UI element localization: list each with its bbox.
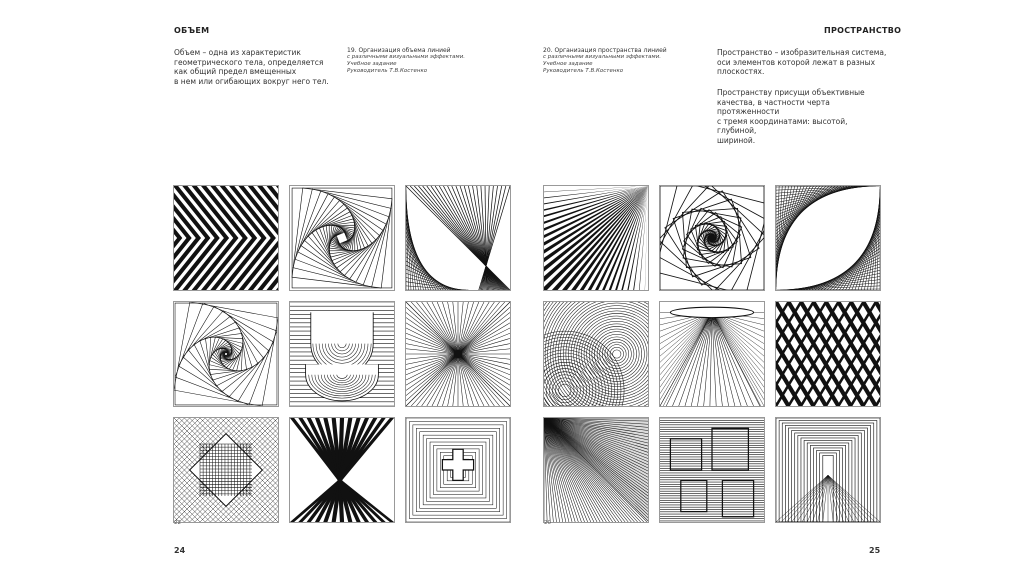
caption-line: с различными визуальными эффектами.	[347, 54, 466, 60]
left-illustration-grid	[173, 185, 511, 523]
woven-beams-illustration	[775, 301, 881, 407]
right-page-number: 25	[869, 546, 881, 555]
caption-line: Учебное задание	[543, 61, 593, 67]
circular-arc-tunnel-illustration	[543, 301, 649, 407]
paragraph-line: Пространство – изобразительная система,	[717, 48, 887, 57]
twisted-square-spiral-illustration	[289, 185, 395, 291]
caption-line: Руководитель Т.В.Костенко	[347, 68, 428, 74]
radial-starburst-illustration	[405, 301, 511, 407]
right-caption	[543, 47, 693, 75]
zigzag-stripes-illustration	[173, 185, 279, 291]
intro-line: как общий предел вмещенных	[174, 67, 297, 76]
caption-line: с различными визуальными эффектами.	[543, 54, 662, 60]
paragraph-line: оси элементов которой лежат в разных	[717, 57, 876, 67]
right-paragraph-2	[717, 88, 887, 145]
intro-line: геометрического тела, определяется	[174, 57, 324, 67]
intro-line: в нем или огибающих вокруг него тел.	[174, 76, 329, 86]
paragraph-line: шириной.	[717, 135, 756, 145]
folded-diagonal-lines-illustration	[405, 185, 511, 291]
left-page-title: ОБЪЕМ	[174, 26, 210, 35]
left-page-number: 24	[174, 546, 186, 555]
right-page-title: ПРОСТРАНСТВО	[824, 26, 902, 35]
left-figure-marker: 22	[174, 520, 181, 526]
right-paragraph-1	[717, 48, 887, 77]
caption-line: Руководитель Т.В.Костенко	[543, 68, 624, 74]
stacked-blocks-illustration	[659, 417, 765, 523]
caption-title: 20. Организация пространства линией	[543, 47, 667, 54]
inset-diamond-lines-illustration	[775, 185, 881, 291]
corner-fan-rays-illustration	[543, 185, 649, 291]
stepped-cross-tunnel-illustration	[405, 417, 511, 523]
square-vortex-illustration	[173, 301, 279, 407]
paragraph-line: с тремя координатами: высотой, глубиной,	[717, 116, 848, 135]
perspective-floor-illustration	[659, 301, 765, 407]
paragraph-line: Пространству присущи объективные	[717, 88, 865, 97]
paragraph-line: плоскостях.	[717, 67, 765, 76]
chevron-stripes-illustration	[289, 417, 395, 523]
half-pipe-lines-illustration	[289, 301, 395, 407]
paragraph-line: качества, в частности черта протяженности	[717, 97, 830, 116]
intro-line: Объем – одна из характеристик	[174, 48, 301, 57]
rotating-square-vortex-illustration	[659, 185, 765, 291]
right-illustration-grid	[543, 185, 881, 523]
corridor-perspective-illustration	[775, 417, 881, 523]
caption-line: Учебное задание	[347, 61, 397, 67]
caption-title: 19. Организация объема линией	[347, 47, 451, 54]
right-figure-marker: 20	[544, 520, 551, 526]
diamond-grid-illustration	[173, 417, 279, 523]
left-intro-text	[174, 48, 334, 86]
left-caption	[347, 47, 497, 75]
diagonal-triangle-rays-illustration	[543, 417, 649, 523]
